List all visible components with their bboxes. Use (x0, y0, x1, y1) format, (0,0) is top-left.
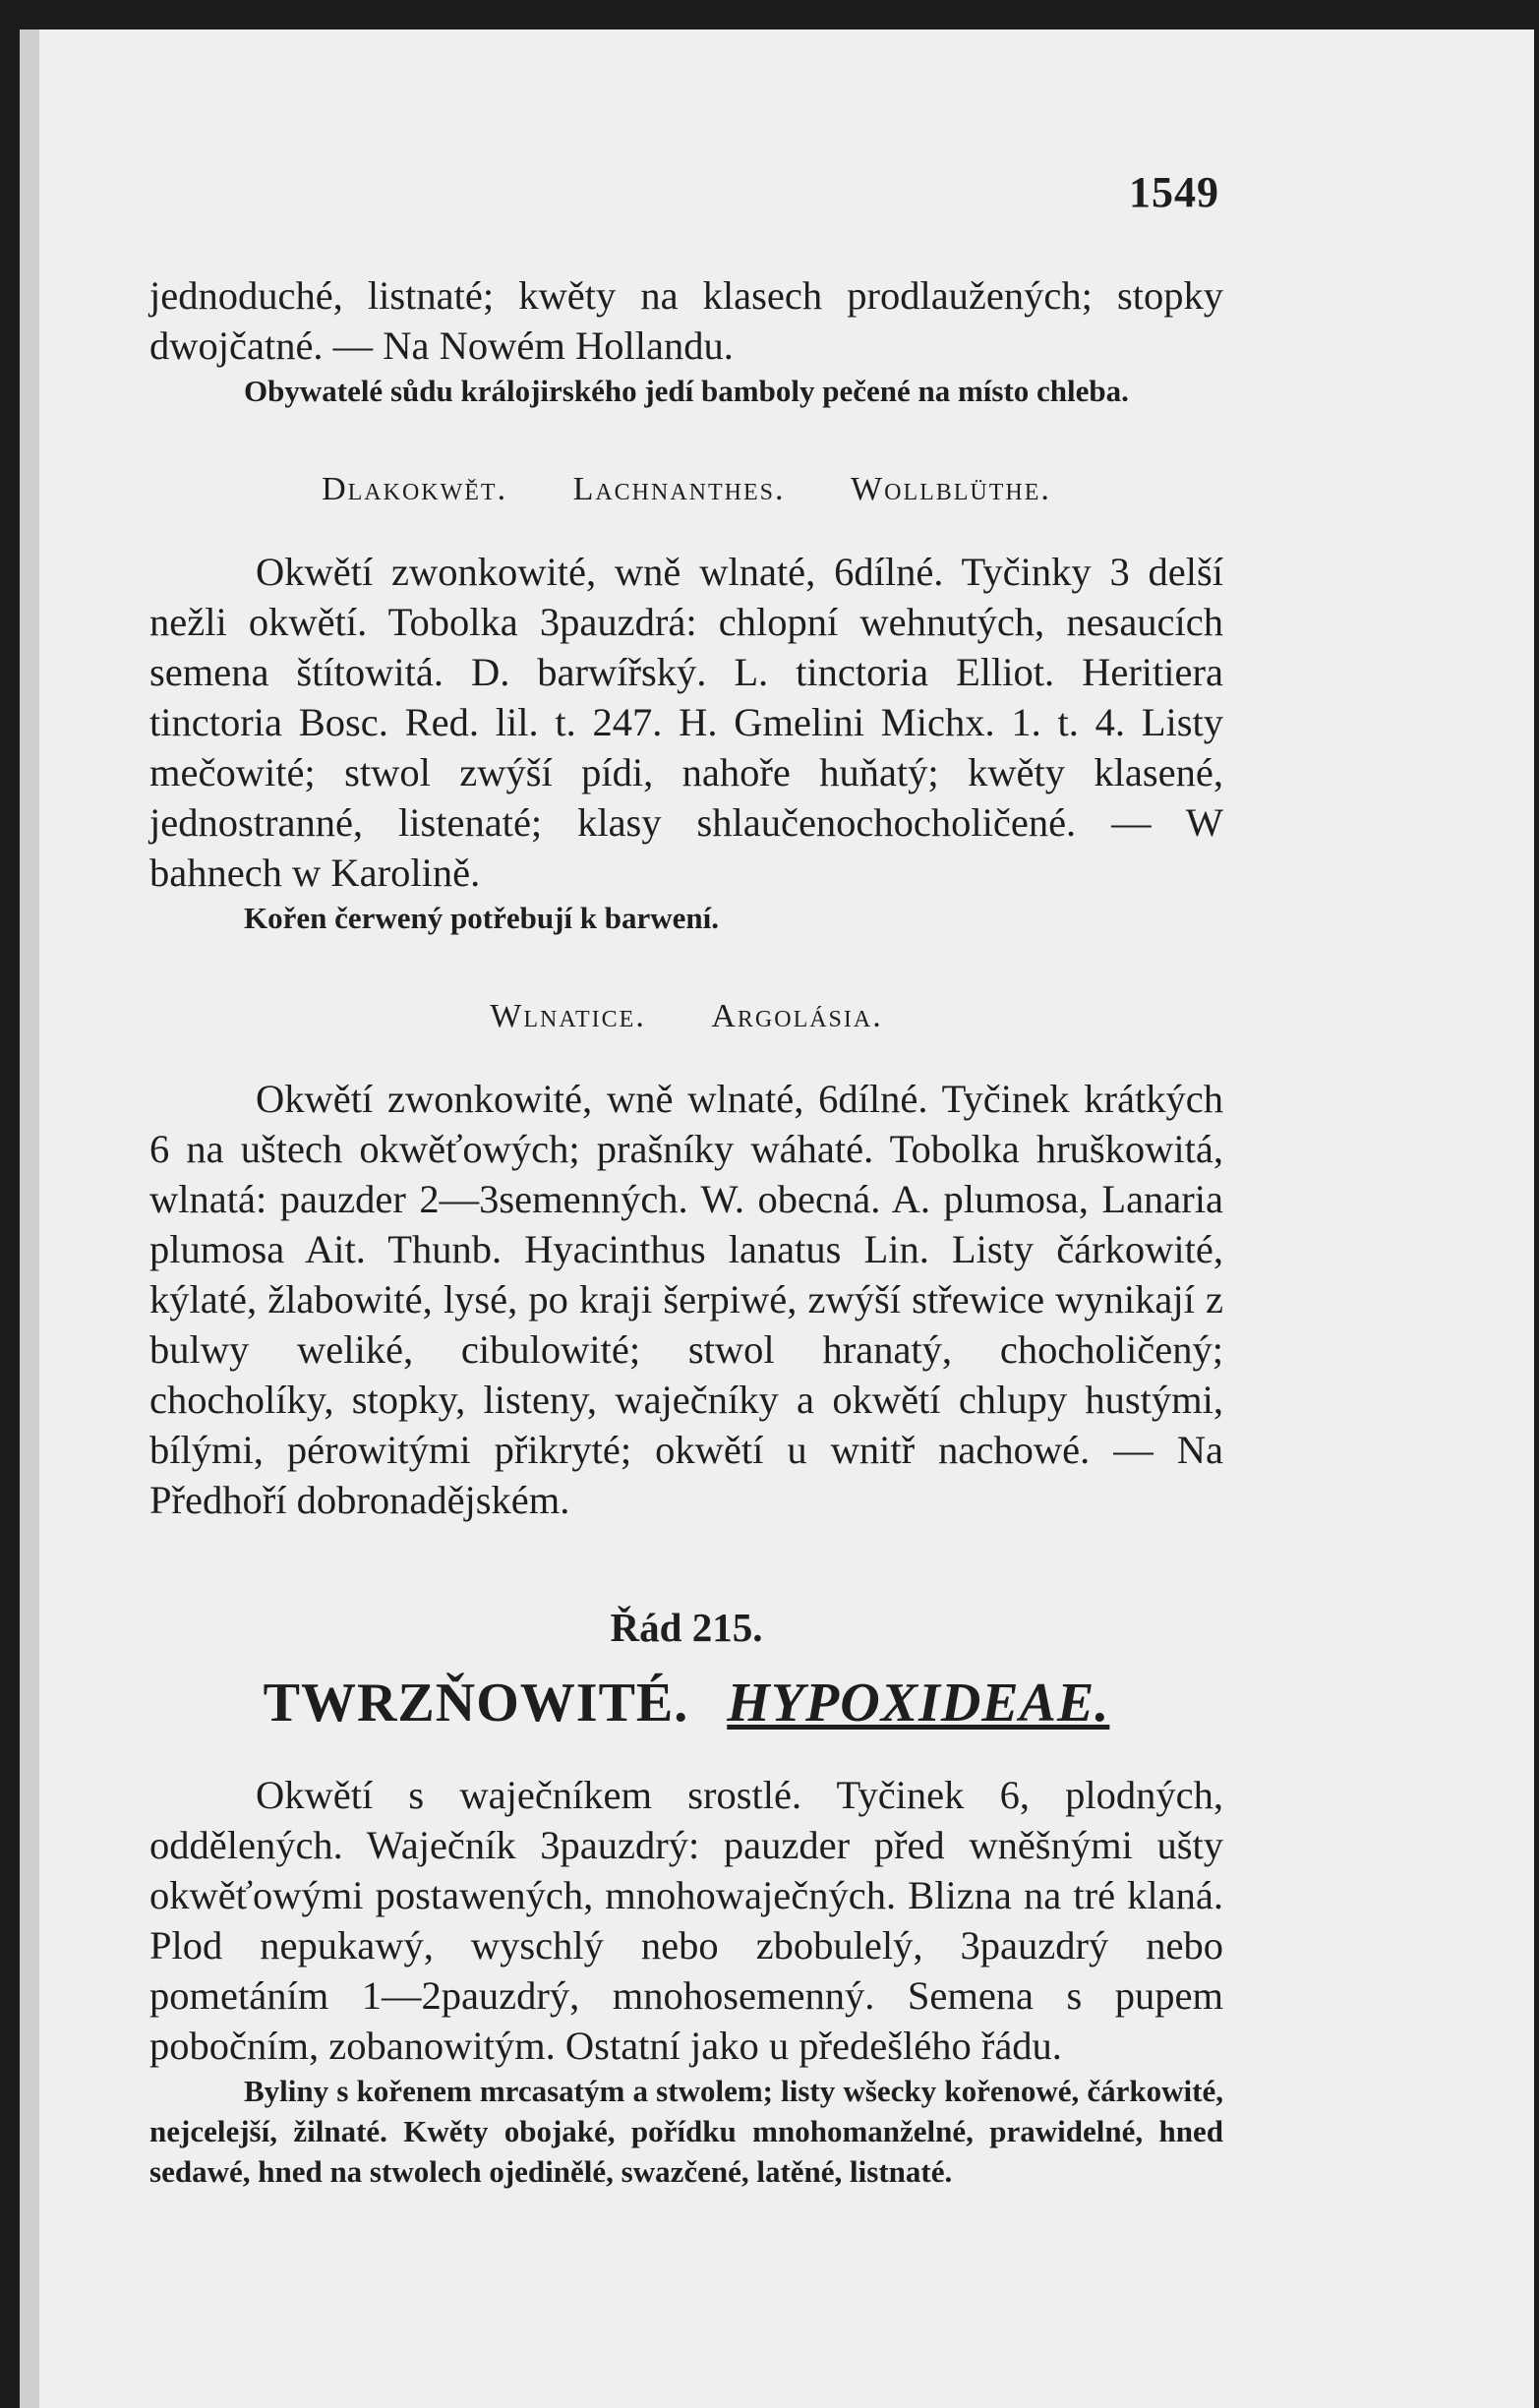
family-description: Okwětí s waječníkem srostlé. Tyčinek 6, plodných, oddělených. Waječník 3pauzdrý: pauzder před wněšnými ušty okwěťowými postawených, mnohowaječných. Blizna na tré klaná. Plod nepukawý, wyschlý nebo zbobulelý, 3pauzdrý nebo pometáním 1—2pauzdrý, mnohosemenný. Semena s pupem pobočním, zobanowitým. Ostatní jako u předešlého řádu. (149, 1773, 1223, 2068)
family-name-latin: HYPOXIDEAE. (727, 1673, 1110, 1733)
genus-name-czech: Dlakokwět. (322, 471, 508, 507)
genus-name-latin: Lachnanthes. (572, 471, 786, 507)
page-body (149, 270, 1223, 2192)
page-spine-edge (20, 29, 39, 2408)
family-name-czech: TWRZŇOWITÉ. (263, 1673, 689, 1733)
page-number: 1549 (1129, 168, 1219, 216)
genus-name-latin: Argolásia. (711, 998, 883, 1034)
genus-note-lachnanthes: Kořen čerwený potřebují k barwení. (244, 901, 720, 935)
genus-name-czech: Wlnatice. (490, 998, 646, 1034)
family-note: Byliny s kořenem mrcasatým a stwolem; listy wšecky kořenowé, čárkowité, nejcelejší, žilnaté. Kwěty obojaké, pořídku mnohomanželné, prawidelné, hned sedawé, hned na stwolech ojedinělé, swazčené, latěné, listnaté. (149, 2074, 1223, 2189)
genus-description-argolasia: Okwětí zwonkowité, wně wlnaté, 6dílné. Tyčinek krátkých 6 na uštech okwěťowých; prašníky wáhaté. Tobolka hruškowitá, wlnatá: pauzder 2—3semenných. W. obecná. A. plumosa, Lanaria plumosa Ait. Thunb. Hyacinthus lanatus Lin. Listy čárkowité, kýlaté, žlabowité, lysé, po kraji šerpiwé, zwýší střewice wynikají z bulwy weliké, cibulowité; stwol hranatý, chocholičený; chocholíky, stopky, listeny, waječníky a okwětí chlupy hustými, bílými, pérowitými přikryté; okwětí u wnitř nachowé. — Na Předhoří dobronadějském. (149, 1077, 1223, 1522)
book-page (20, 29, 1534, 2408)
paragraph-continued: jednoduché, listnaté; kwěty na klasech prodlaužených; stopky dwojčatné. — Na Nowém Hollandu. (149, 273, 1223, 368)
family-title (149, 1671, 1223, 1735)
note-continued: Obywatelé sůdu králojirského jedí bamboly pečené na místo chleba. (244, 374, 1129, 408)
order-number: Řád 215. (610, 1605, 763, 1650)
genus-description-lachnanthes: Okwětí zwonkowité, wně wlnaté, 6dílné. Tyčinky 3 delší nežli okwětí. Tobolka 3pauzdrá: chlopní wehnutých, nesaucích semena štítowitá. D. barwířský. L. tinctoria Elliot. Heritiera tinctoria Bosc. Red. lil. t. 247. H. Gmelini Michx. 1. t. 4. Listy mečowité; stwol zwýší pídi, nahoře huňatý; kwěty klasené, jednostranné, listenaté; klasy shlaučenochocholičené. — W bahnech w Karolině. (149, 550, 1223, 895)
genus-heading-lachnanthes (149, 470, 1223, 509)
genus-name-german: Wollblüthe. (851, 471, 1051, 507)
genus-heading-argolasia (149, 997, 1223, 1036)
